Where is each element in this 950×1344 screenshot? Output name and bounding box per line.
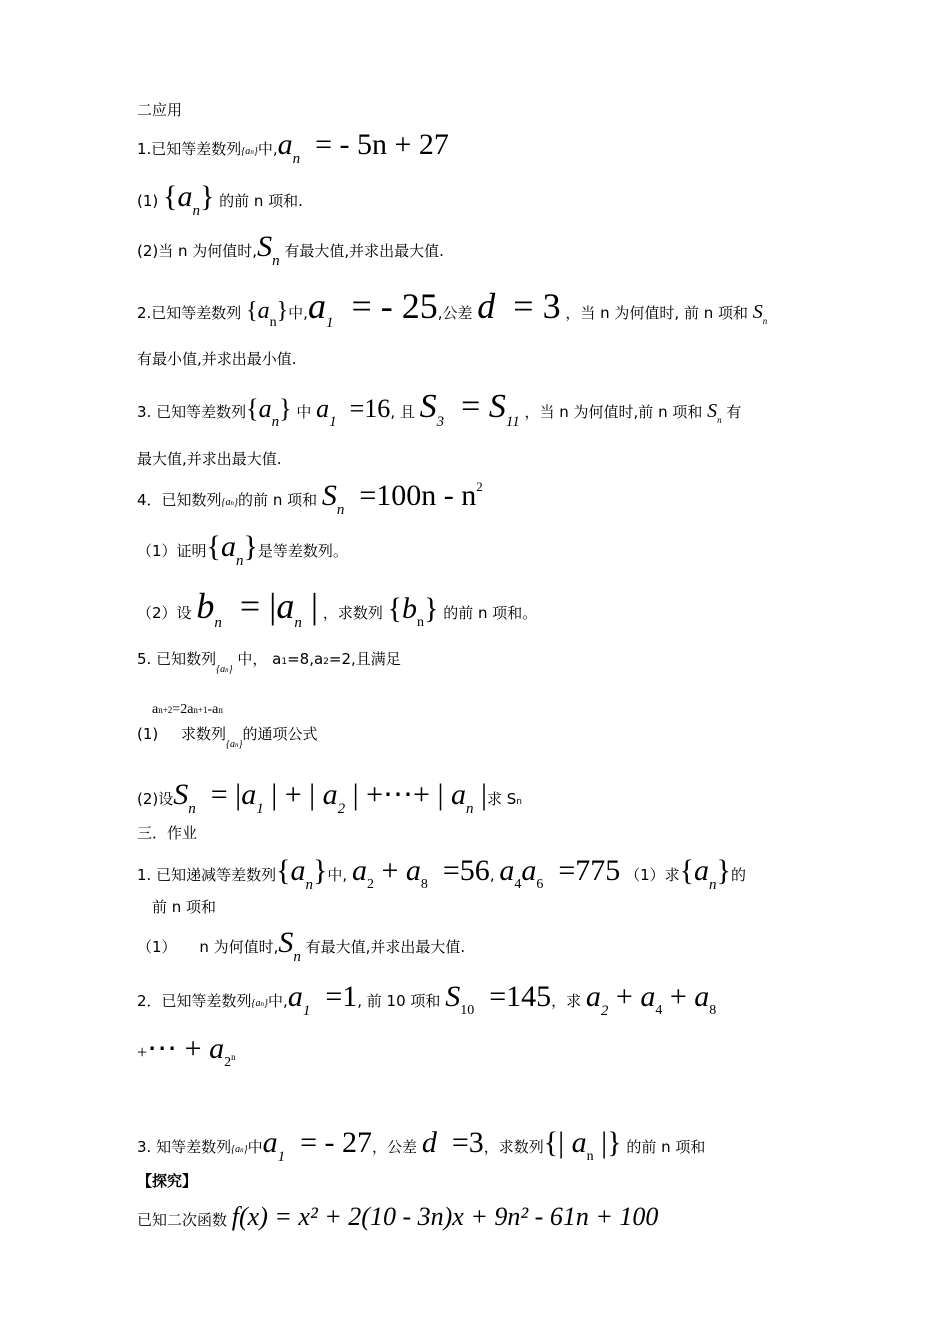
problem-4-mid: 的前 n 项和 bbox=[238, 491, 318, 509]
a1-value: = - 27 bbox=[300, 1126, 373, 1159]
problem-1-q1 bbox=[137, 182, 303, 219]
seq-an-braced: $\{a_n\}$ bbox=[246, 394, 292, 430]
symbol-sn: $S_n$ bbox=[752, 301, 768, 326]
homework-2-mid: 中, bbox=[268, 992, 288, 1010]
seq-an-symbol: {an} bbox=[251, 998, 269, 1009]
formula-d: d =3 bbox=[421, 1126, 484, 1159]
seq-an-symbol: {an} bbox=[226, 739, 243, 750]
problem-3-mid: 中 bbox=[296, 403, 312, 421]
problem-4-intro: 4．已知数列 bbox=[137, 491, 222, 509]
recur-a: a bbox=[152, 702, 159, 717]
eq1-value: =56 bbox=[442, 854, 490, 887]
formula-a4a6: $a_4a_6 =775$ bbox=[499, 854, 621, 892]
q2-text: 的前 n 项和。 bbox=[443, 604, 538, 622]
section-heading-homework: 三．作业 bbox=[137, 824, 198, 842]
problem-2-tail: ，当 n 为何值时, 前 n 项和 bbox=[565, 304, 749, 322]
gongcha-label: ,公差 bbox=[437, 304, 473, 322]
seq-an-braced: $\{a_n\}$ bbox=[206, 530, 258, 569]
cond-a1: 中， a bbox=[237, 650, 282, 668]
cond-a2: =8,a bbox=[287, 650, 324, 668]
homework-2-line2 bbox=[137, 1034, 236, 1070]
homework-3-tail: 的前 n 项和 bbox=[626, 1138, 706, 1156]
problem-1 bbox=[137, 130, 449, 167]
problem-4 bbox=[137, 480, 483, 518]
formula-a1: $a_1 =16$ bbox=[316, 394, 391, 430]
q1-label: （1）证明 bbox=[137, 542, 207, 560]
seq-an-symbol: {an} bbox=[216, 664, 233, 675]
formula-a1: $a_1$ = - 25 bbox=[307, 286, 438, 331]
seq-an-symbol: {an} bbox=[231, 1144, 248, 1155]
seq-an-braced: $\{a_n\}$ bbox=[276, 854, 328, 893]
q1-text: 是等差数列。 bbox=[257, 542, 348, 560]
q2-label: （2）设 bbox=[137, 604, 192, 622]
q2-label: (2)当 n 为何值时, bbox=[137, 242, 258, 260]
q2-label: （1） bbox=[137, 938, 177, 956]
formula-bn: $b_n = |a_n$ | bbox=[196, 586, 319, 631]
section-heading-application: 二应用 bbox=[137, 101, 183, 119]
q2-text: 求 S bbox=[487, 790, 517, 808]
eq2-value: =775 bbox=[558, 854, 621, 887]
formula-s10: $S_{10} =145$ bbox=[445, 980, 552, 1018]
problem-5-q2: (2)设$S_n = |a_1$ | + | $a_2$ | +⋯+ | $a_n$ |求 Sn bbox=[137, 778, 523, 817]
formula-a2-a8: $a_2 + a_8 =56$ bbox=[351, 854, 490, 892]
problem-5-conditions: 中， a1=8,a2=2,且满足 bbox=[237, 650, 401, 668]
problem-1-mid: 中, bbox=[257, 140, 278, 158]
equals: = bbox=[461, 388, 481, 425]
q1-text: 求数列 bbox=[181, 725, 227, 743]
quadratic-formula: f(x) = x² + 2(10 - 3n)x + 9n² - 61n + 100 bbox=[231, 1202, 659, 1231]
formula-an-value: = - 5n + 27 bbox=[315, 128, 449, 161]
cond-tail: =2,且满足 bbox=[328, 650, 401, 668]
sn-formula: =100n - n bbox=[359, 479, 477, 512]
problem-2-intro: 2.已知等差数列 bbox=[137, 304, 242, 322]
symbol-sn: $S_n$ bbox=[257, 230, 280, 269]
gongcha-label: ，公差 bbox=[372, 1138, 418, 1156]
formula-s3-s11: $S_3 = S_{11}$ bbox=[419, 388, 520, 430]
formula-an: $a_n$ = - 5n + 27 bbox=[277, 128, 449, 167]
seq-abs-an: {| $a_n$ |} bbox=[543, 1126, 622, 1164]
problem-3 bbox=[137, 390, 741, 430]
q2-mid: ，求数列 bbox=[322, 604, 383, 622]
formula-a1: $a_1$ = - 27 bbox=[262, 1126, 373, 1165]
q2-label: (2)设 bbox=[137, 790, 174, 808]
formula-d: d = 3 bbox=[477, 286, 561, 326]
formula-sn: $S_n =100n - n^2$ bbox=[321, 479, 483, 518]
symbol-sn: $S_n$ bbox=[707, 400, 722, 425]
symbol-sn: $S_n$ bbox=[278, 926, 301, 965]
q1-tail: 的通项公式 bbox=[242, 725, 318, 743]
q1-label: (1) bbox=[137, 725, 159, 743]
q2-text: 有最大值,并求出最大值. bbox=[284, 242, 444, 260]
d-value: =3 bbox=[451, 1126, 484, 1159]
seq-an-braced: $\{a_n\}$ bbox=[163, 180, 215, 219]
explore-intro: 已知二次函数 bbox=[137, 1211, 228, 1229]
homework-1: 1. 已知递减等差数列$\{a_n\}$中, $a_2 + a_8 =56$, $a_4a_6 =775$ （1）求$\{a_n\}$的 bbox=[137, 854, 746, 893]
q2-tail: 有最大值,并求出最大值. bbox=[305, 938, 466, 956]
problem-3-tail: ，当 n 为何值时,前 n 项和 bbox=[524, 403, 703, 421]
problem-2 bbox=[137, 288, 767, 331]
problem-4-q2 bbox=[137, 588, 537, 631]
q1-label: （1）求 bbox=[625, 866, 680, 884]
homework-1-line2: 前 n 项和 bbox=[152, 898, 217, 916]
homework-2-text: , 前 10 项和 bbox=[357, 992, 441, 1010]
explore-problem bbox=[137, 1204, 658, 1230]
problem-4-q1 bbox=[137, 532, 348, 569]
qiu: ，求数列 bbox=[483, 1138, 544, 1156]
problem-3-intro: 3. 已知等差数列 bbox=[137, 403, 247, 421]
recurrence-relation: an+2=2an+1-an bbox=[152, 702, 223, 717]
seq-bn-braced: $\{b_n\}$ bbox=[387, 592, 439, 630]
seq-an-symbol: {an} bbox=[241, 146, 258, 157]
problem-1-intro: 1.已知等差数列 bbox=[137, 140, 242, 158]
formula-sum: $a_2 + a_4 + a_8$ bbox=[585, 980, 717, 1019]
you: 有 bbox=[726, 403, 742, 421]
seq-an-braced: $\{a_n\}$ bbox=[679, 854, 731, 893]
a1-value: =16 bbox=[349, 394, 391, 423]
qie: , 且 bbox=[390, 403, 415, 421]
q1-tail: 的 bbox=[730, 866, 746, 884]
problem-3-line2: 最大值,并求出最大值. bbox=[137, 450, 282, 468]
problem-1-q2 bbox=[137, 232, 444, 269]
homework-2 bbox=[137, 982, 716, 1019]
explore-heading: 【探究】 bbox=[137, 1172, 198, 1190]
homework-1-q2 bbox=[137, 928, 465, 965]
problem-5-intro: 5. 已知数列 bbox=[137, 650, 217, 668]
d-value: = 3 bbox=[513, 286, 561, 326]
homework-1-mid: 中, bbox=[327, 866, 348, 884]
homework-3 bbox=[137, 1128, 705, 1165]
plus-sign: + bbox=[137, 1042, 148, 1062]
homework-3-intro: 3. 知等差数列 bbox=[137, 1138, 232, 1156]
formula-sum-tail: ⋯ + $a_{2^n}$ bbox=[147, 1032, 236, 1070]
problem-2-mid: 中, bbox=[288, 304, 308, 322]
problem-5 bbox=[137, 652, 401, 675]
a1-value: = - 25 bbox=[351, 286, 438, 326]
q1-label: (1) bbox=[137, 192, 159, 210]
q1-text: 的前 n 项和. bbox=[219, 192, 303, 210]
problem-2-line2: 有最小值,并求出最小值. bbox=[137, 350, 297, 368]
a1-value: =1 bbox=[325, 980, 358, 1013]
homework-1-intro: 1. 已知递减等差数列 bbox=[137, 866, 277, 884]
problem-5-q1 bbox=[137, 727, 318, 750]
formula-sn-abs-sum: $S_n = |a_1$ | + | $a_2$ | +⋯+ | $a_n$ | bbox=[173, 778, 487, 817]
s10-value: =145 bbox=[489, 980, 552, 1013]
seq-an-braced: $\{a_n\}$ bbox=[246, 298, 289, 330]
formula-a1: $a_1 =1$ bbox=[287, 980, 358, 1019]
homework-3-mid: 中 bbox=[247, 1138, 263, 1156]
q2-text: n 为何值时, bbox=[199, 938, 279, 956]
seq-an-symbol: {an} bbox=[221, 497, 239, 508]
homework-2-intro: 2．已知等差数列 bbox=[137, 992, 252, 1010]
qiu: ，求 bbox=[551, 992, 582, 1010]
